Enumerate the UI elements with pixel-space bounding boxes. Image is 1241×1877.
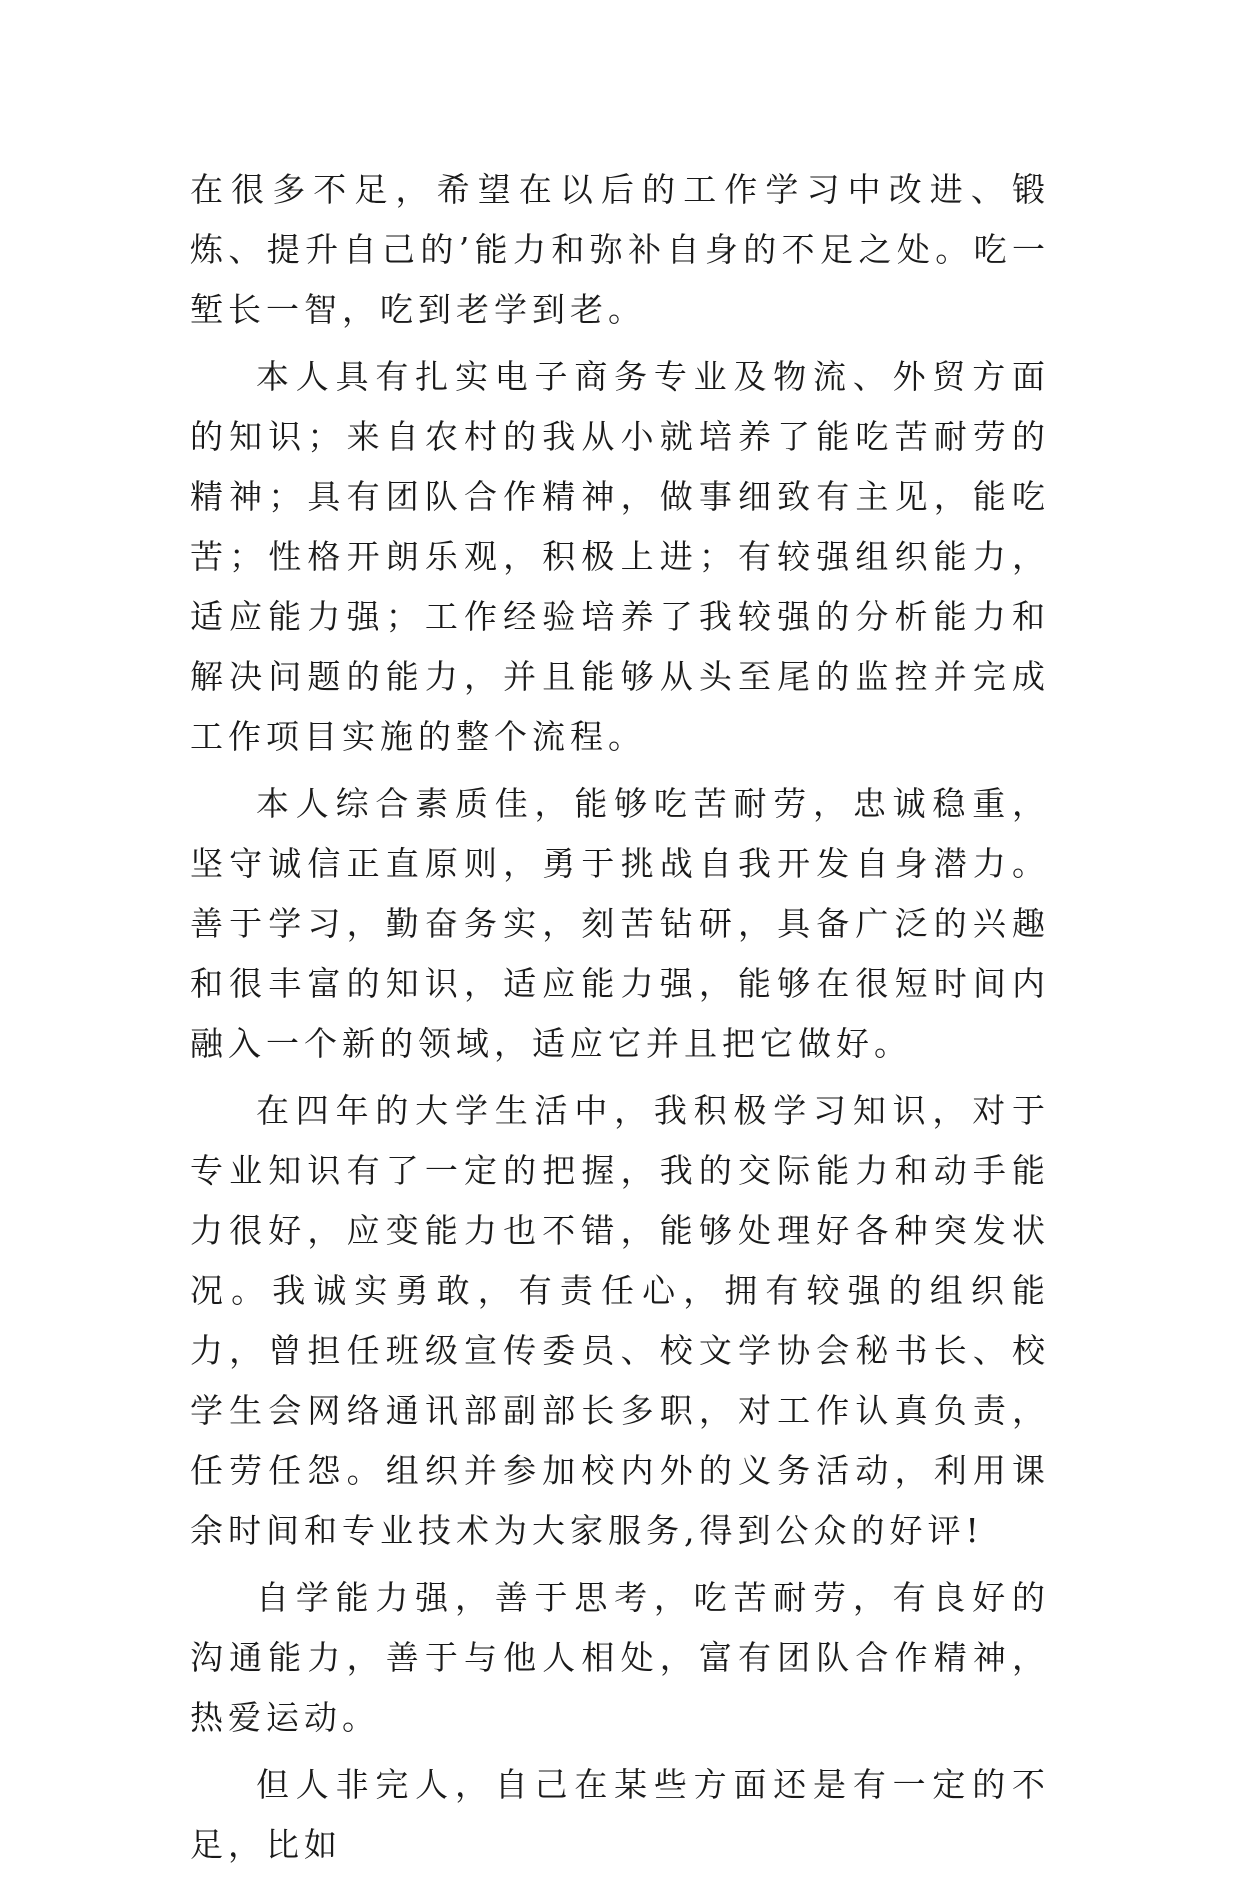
paragraph-3: 本人综合素质佳，能够吃苦耐劳，忠诚稳重，坚守诚信正直原则，勇于挑战自我开发自身潜力。善于学习，勤奋务实，刻苦钻研，具备广泛的兴趣和很丰富的知识，适应能力强，能够在很短时间内融入一个新的领域，适应它并且把它做好。: [190, 784, 1050, 1063]
paragraph-4: 在四年的大学生活中，我积极学习知识，对于专业知识有了一定的把握，我的交际能力和动手能力很好，应变能力也不错，能够处理好各种突发状况。我诚实勇敢，有责任心，拥有较强的组织能力，曾担任班级宣传委员、校文学协会秘书长、校学生会网络通讯部副部长多职，对工作认真负责，任劳任怨。组织并参加校内外的义务活动，利用课余时间和专业技术为大家服务,得到公众的好评!: [190, 1091, 1050, 1550]
paragraph-2: 本人具有扎实电子商务专业及物流、外贸方面的知识；来自农村的我从小就培养了能吃苦耐劳的精神；具有团队合作精神，做事细致有主见，能吃苦；性格开朗乐观，积极上进；有较强组织能力，适应能力强；工作经验培养了我较强的分析能力和解决问题的能力，并且能够从头至尾的监控并完成工作项目实施的整个流程。: [190, 357, 1050, 756]
document-body: [190, 160, 1050, 1877]
paragraph-1: 在很多不足，希望在以后的工作学习中改进、锻炼、提升自己的’能力和弥补自身的不足之处。吃一堑长一智，吃到老学到老。: [190, 170, 1050, 329]
paragraph-5: 自学能力强，善于思考，吃苦耐劳，有良好的沟通能力，善于与他人相处，富有团队合作精神，热爱运动。: [190, 1578, 1050, 1737]
paragraph-6: 但人非完人，自己在某些方面还是有一定的不足，比如: [190, 1765, 1050, 1864]
